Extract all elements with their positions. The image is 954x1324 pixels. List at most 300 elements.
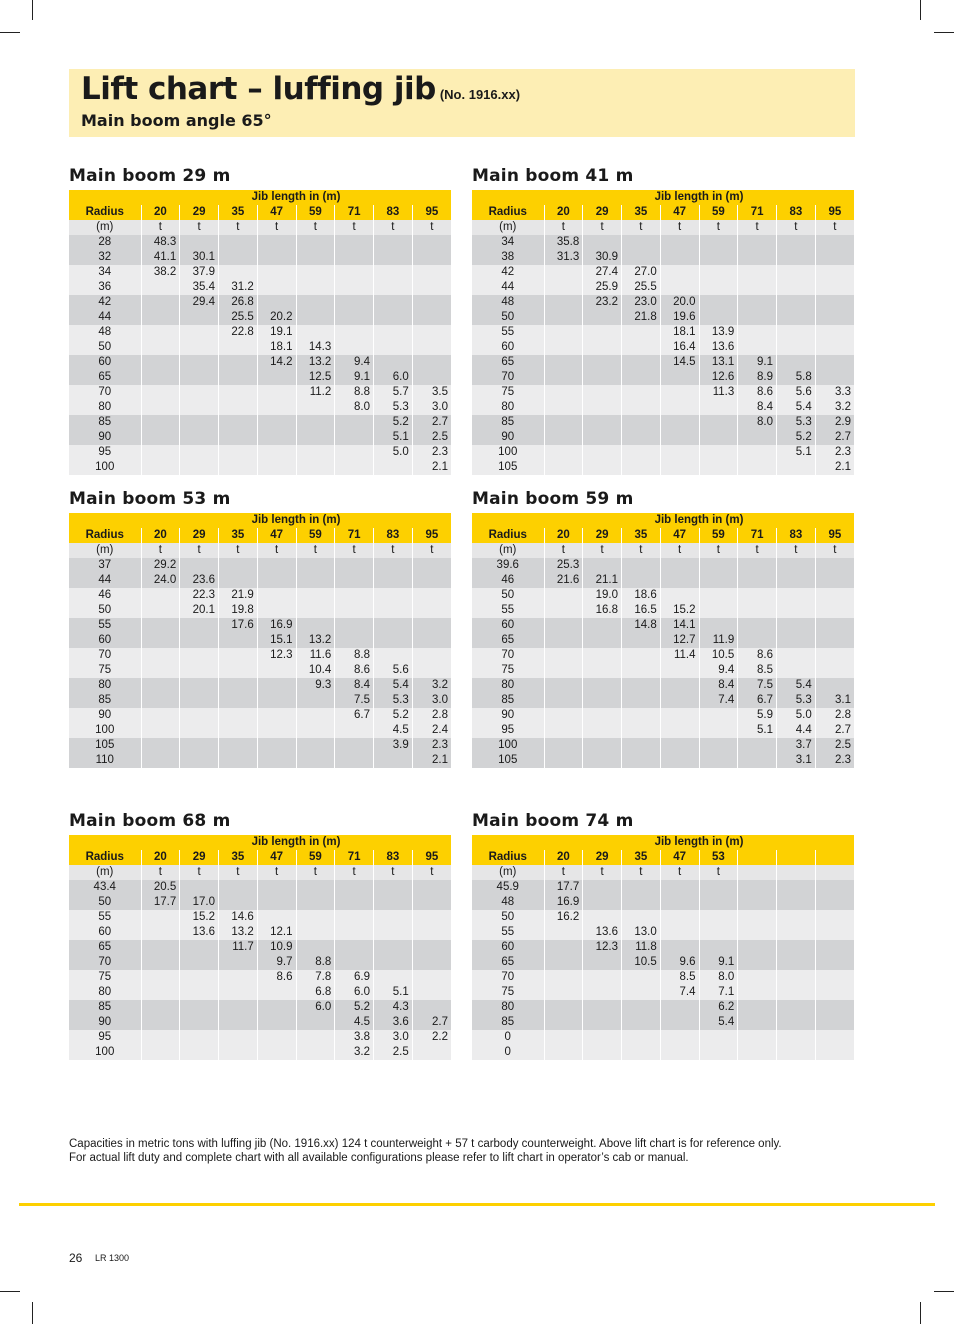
- capacity-cell: [180, 415, 219, 430]
- capacity-cell: [141, 1000, 180, 1015]
- capacity-cell: [738, 925, 777, 940]
- table-row: [69, 588, 451, 603]
- capacity-cell: 4.3: [374, 1000, 413, 1015]
- capacity-cell: [544, 753, 583, 768]
- table-row: [69, 280, 451, 295]
- capacity-unit: t: [374, 543, 413, 558]
- capacity-unit: t: [622, 865, 661, 880]
- capacity-cell: [815, 1000, 854, 1015]
- capacity-cell: 8.6: [738, 385, 777, 400]
- capacity-cell: 7.5: [335, 693, 374, 708]
- capacity-cell: 2.8: [815, 708, 854, 723]
- capacity-cell: [219, 460, 258, 475]
- radius-cell: 65: [69, 940, 141, 955]
- capacity-cell: 8.5: [738, 663, 777, 678]
- capacity-cell: [699, 880, 738, 895]
- capacity-cell: 29.2: [141, 558, 180, 573]
- lift-table: [69, 190, 451, 475]
- table-row: [472, 940, 854, 955]
- boom-angle-subtitle: Main boom angle 65°: [81, 111, 272, 130]
- table-row: [472, 663, 854, 678]
- capacity-cell: [622, 633, 661, 648]
- capacity-cell: [699, 430, 738, 445]
- radius-cell: 75: [69, 970, 141, 985]
- capacity-cell: [738, 573, 777, 588]
- table-row: [69, 355, 451, 370]
- capacity-cell: 21.1: [583, 573, 622, 588]
- capacity-cell: 30.1: [180, 250, 219, 265]
- radius-cell: 28: [69, 235, 141, 250]
- capacity-cell: [660, 723, 699, 738]
- capacity-cell: [583, 558, 622, 573]
- capacity-cell: [583, 1030, 622, 1045]
- capacity-cell: 35.8: [544, 235, 583, 250]
- capacity-cell: [335, 633, 374, 648]
- capacity-cell: [815, 880, 854, 895]
- capacity-cell: [660, 1000, 699, 1015]
- capacity-cell: 5.3: [374, 400, 413, 415]
- table-row: [69, 678, 451, 693]
- capacity-cell: 12.6: [699, 370, 738, 385]
- jib-length-header-cell: 35: [219, 205, 258, 220]
- radius-cell: 42: [69, 295, 141, 310]
- table-row: [472, 738, 854, 753]
- capacity-cell: 11.8: [622, 940, 661, 955]
- page-title: Lift chart – luffing jib (No. 1916.xx): [81, 71, 521, 107]
- header-spacer: [69, 835, 141, 850]
- jib-length-label: Jib length in (m): [141, 513, 451, 528]
- capacity-cell: [257, 280, 296, 295]
- capacity-cell: [412, 280, 451, 295]
- capacity-cell: 13.2: [219, 925, 258, 940]
- radius-cell: 32: [69, 250, 141, 265]
- table-row: [69, 385, 451, 400]
- capacity-cell: [335, 925, 374, 940]
- radius-cell: 75: [472, 385, 544, 400]
- jib-length-label: Jib length in (m): [141, 835, 451, 850]
- radius-cell: 50: [472, 910, 544, 925]
- capacity-cell: [141, 280, 180, 295]
- capacity-cell: [583, 1000, 622, 1015]
- capacity-cell: 14.8: [622, 618, 661, 633]
- capacity-cell: [777, 250, 816, 265]
- capacity-cell: [219, 1030, 258, 1045]
- capacity-cell: [374, 618, 413, 633]
- capacity-unit: t: [622, 543, 661, 558]
- capacity-cell: 14.1: [660, 618, 699, 633]
- block-title: Main boom 59 m: [472, 489, 634, 509]
- capacity-cell: [738, 430, 777, 445]
- radius-cell: 95: [69, 1030, 141, 1045]
- capacity-cell: [412, 1045, 451, 1060]
- capacity-cell: [622, 460, 661, 475]
- capacity-cell: 4.4: [777, 723, 816, 738]
- table-row: [69, 940, 451, 955]
- capacity-cell: [180, 753, 219, 768]
- radius-cell: 60: [69, 925, 141, 940]
- capacity-cell: [374, 955, 413, 970]
- capacity-cell: 2.8: [412, 708, 451, 723]
- capacity-cell: [335, 430, 374, 445]
- page-number: 26: [69, 1251, 83, 1265]
- capacity-cell: [544, 340, 583, 355]
- capacity-cell: [738, 633, 777, 648]
- radius-cell: 34: [69, 265, 141, 280]
- capacity-cell: 19.0: [583, 588, 622, 603]
- capacity-cell: 8.0: [699, 970, 738, 985]
- capacity-cell: [544, 1030, 583, 1045]
- table-row: [69, 603, 451, 618]
- capacity-cell: [660, 753, 699, 768]
- capacity-cell: [141, 925, 180, 940]
- capacity-cell: [257, 400, 296, 415]
- capacity-cell: [544, 400, 583, 415]
- radius-cell: 50: [472, 310, 544, 325]
- radius-cell: 105: [69, 738, 141, 753]
- table-row: [472, 925, 854, 940]
- capacity-cell: [583, 708, 622, 723]
- jib-length-label: Jib length in (m): [544, 513, 854, 528]
- capacity-unit: t: [815, 543, 854, 558]
- radius-cell: 85: [472, 693, 544, 708]
- radius-cell: 65: [69, 370, 141, 385]
- capacity-cell: 19.1: [257, 325, 296, 340]
- capacity-cell: 6.0: [296, 1000, 335, 1015]
- radius-cell: 55: [69, 910, 141, 925]
- capacity-cell: 6.9: [335, 970, 374, 985]
- capacity-cell: [660, 235, 699, 250]
- capacity-cell: [180, 955, 219, 970]
- capacity-cell: 16.9: [544, 895, 583, 910]
- capacity-cell: [141, 1030, 180, 1045]
- radius-cell: 48: [472, 295, 544, 310]
- radius-cell: 100: [69, 723, 141, 738]
- jib-length-header-cell: 47: [257, 850, 296, 865]
- capacity-cell: [738, 280, 777, 295]
- capacity-cell: [219, 370, 258, 385]
- radius-cell: 38: [472, 250, 544, 265]
- capacity-cell: [622, 880, 661, 895]
- capacity-cell: [141, 678, 180, 693]
- capacity-unit: t: [777, 543, 816, 558]
- capacity-cell: [583, 955, 622, 970]
- capacity-cell: [296, 325, 335, 340]
- capacity-cell: [544, 280, 583, 295]
- jib-length-header-cell: 59: [296, 528, 335, 543]
- capacity-cell: 8.6: [335, 663, 374, 678]
- jib-length-header-cell: 83: [777, 205, 816, 220]
- capacity-cell: 17.7: [141, 895, 180, 910]
- capacity-cell: [660, 1015, 699, 1030]
- capacity-cell: 11.7: [219, 940, 258, 955]
- capacity-cell: 9.1: [738, 355, 777, 370]
- capacity-cell: 4.5: [335, 1015, 374, 1030]
- capacity-cell: [777, 295, 816, 310]
- column-header-row: [69, 850, 451, 865]
- block-title: Main boom 74 m: [472, 811, 634, 831]
- capacity-cell: [335, 235, 374, 250]
- capacity-cell: [219, 1045, 258, 1060]
- capacity-cell: [699, 1030, 738, 1045]
- jib-length-header-cell: 59: [699, 205, 738, 220]
- capacity-cell: [777, 648, 816, 663]
- capacity-cell: [412, 370, 451, 385]
- capacity-cell: [738, 295, 777, 310]
- capacity-cell: [583, 693, 622, 708]
- capacity-cell: [622, 723, 661, 738]
- capacity-cell: [660, 693, 699, 708]
- capacity-cell: [699, 310, 738, 325]
- capacity-cell: [738, 738, 777, 753]
- capacity-cell: [141, 738, 180, 753]
- capacity-cell: 17.0: [180, 895, 219, 910]
- capacity-unit: t: [699, 220, 738, 235]
- capacity-cell: [815, 235, 854, 250]
- capacity-cell: [296, 603, 335, 618]
- capacity-cell: [738, 310, 777, 325]
- capacity-cell: 2.3: [815, 753, 854, 768]
- capacity-unit: t: [374, 865, 413, 880]
- capacity-cell: [622, 693, 661, 708]
- capacity-cell: [699, 738, 738, 753]
- capacity-cell: [777, 618, 816, 633]
- capacity-cell: 7.5: [738, 678, 777, 693]
- capacity-cell: [777, 910, 816, 925]
- jib-length-header-cell: [738, 850, 777, 865]
- capacity-cell: [622, 325, 661, 340]
- capacity-cell: [374, 340, 413, 355]
- radius-cell: 95: [472, 723, 544, 738]
- capacity-cell: [583, 633, 622, 648]
- capacity-cell: [583, 340, 622, 355]
- capacity-cell: 5.9: [738, 708, 777, 723]
- capacity-cell: 2.3: [412, 445, 451, 460]
- jib-length-header-cell: 71: [335, 528, 374, 543]
- jib-length-header-cell: 95: [412, 528, 451, 543]
- capacity-cell: [141, 940, 180, 955]
- capacity-unit: t: [180, 543, 219, 558]
- table-row: [69, 693, 451, 708]
- table-row: [472, 1015, 854, 1030]
- capacity-cell: [412, 970, 451, 985]
- capacity-cell: [699, 708, 738, 723]
- capacity-cell: [544, 370, 583, 385]
- capacity-cell: [141, 415, 180, 430]
- jib-length-header-cell: 29: [180, 205, 219, 220]
- capacity-cell: [738, 265, 777, 280]
- capacity-cell: [335, 738, 374, 753]
- footnote-line: Capacities in metric tons with luffing jib (No. 1916.xx) 124 t counterweight + 57 t carbody counterweight. Above lift chart is for reference only.: [69, 1138, 782, 1150]
- capacity-cell: 16.4: [660, 340, 699, 355]
- capacity-cell: [699, 618, 738, 633]
- capacity-cell: [141, 708, 180, 723]
- radius-cell: 80: [69, 985, 141, 1000]
- capacity-cell: [374, 295, 413, 310]
- capacity-cell: [141, 1015, 180, 1030]
- capacity-cell: [777, 1030, 816, 1045]
- radius-cell: 70: [69, 648, 141, 663]
- capacity-cell: [257, 588, 296, 603]
- capacity-cell: [412, 663, 451, 678]
- capacity-cell: [777, 355, 816, 370]
- capacity-cell: [622, 738, 661, 753]
- capacity-cell: [777, 558, 816, 573]
- table-row: [69, 265, 451, 280]
- capacity-cell: [219, 1000, 258, 1015]
- capacity-cell: 25.5: [219, 310, 258, 325]
- capacity-cell: 13.6: [583, 925, 622, 940]
- capacity-cell: [777, 325, 816, 340]
- capacity-cell: [141, 340, 180, 355]
- radius-cell: 44: [472, 280, 544, 295]
- capacity-cell: [544, 588, 583, 603]
- capacity-cell: [777, 663, 816, 678]
- capacity-cell: [257, 678, 296, 693]
- capacity-cell: [544, 925, 583, 940]
- capacity-cell: 20.0: [660, 295, 699, 310]
- capacity-unit: t: [141, 543, 180, 558]
- capacity-cell: [815, 280, 854, 295]
- capacity-cell: [815, 940, 854, 955]
- capacity-cell: [374, 970, 413, 985]
- capacity-cell: 20.5: [141, 880, 180, 895]
- capacity-cell: [180, 1045, 219, 1060]
- capacity-unit: t: [583, 220, 622, 235]
- capacity-cell: [815, 573, 854, 588]
- capacity-cell: 3.7: [777, 738, 816, 753]
- jib-length-header-cell: 29: [583, 850, 622, 865]
- capacity-cell: [815, 340, 854, 355]
- capacity-cell: [141, 663, 180, 678]
- capacity-cell: [738, 558, 777, 573]
- capacity-cell: [815, 603, 854, 618]
- capacity-cell: [257, 985, 296, 1000]
- capacity-cell: [777, 1015, 816, 1030]
- capacity-unit: t: [296, 543, 335, 558]
- jib-length-header-cell: 20: [141, 850, 180, 865]
- capacity-cell: [815, 250, 854, 265]
- capacity-cell: [622, 910, 661, 925]
- capacity-cell: 16.5: [622, 603, 661, 618]
- capacity-cell: 3.9: [374, 738, 413, 753]
- capacity-cell: [738, 910, 777, 925]
- crop-mark: [32, 1302, 33, 1324]
- jib-length-header-cell: 35: [622, 528, 661, 543]
- capacity-cell: [583, 663, 622, 678]
- capacity-cell: [699, 1045, 738, 1060]
- radius-cell: 45.9: [472, 880, 544, 895]
- capacity-cell: [544, 310, 583, 325]
- capacity-cell: [219, 753, 258, 768]
- jib-length-header-cell: 47: [660, 528, 699, 543]
- capacity-cell: [738, 603, 777, 618]
- capacity-cell: [660, 895, 699, 910]
- capacity-cell: 5.3: [777, 693, 816, 708]
- capacity-cell: [257, 880, 296, 895]
- lift-table: [69, 513, 451, 768]
- capacity-cell: [335, 955, 374, 970]
- capacity-cell: [141, 753, 180, 768]
- radius-cell: 100: [472, 738, 544, 753]
- capacity-cell: [815, 1015, 854, 1030]
- capacity-cell: 5.6: [374, 663, 413, 678]
- capacity-cell: [257, 385, 296, 400]
- capacity-cell: 5.1: [374, 430, 413, 445]
- capacity-cell: [296, 925, 335, 940]
- capacity-cell: [622, 970, 661, 985]
- capacity-cell: 5.4: [777, 400, 816, 415]
- radius-cell: 100: [69, 460, 141, 475]
- capacity-cell: [583, 880, 622, 895]
- capacity-cell: 6.8: [296, 985, 335, 1000]
- capacity-cell: 5.4: [374, 678, 413, 693]
- capacity-cell: 8.4: [335, 678, 374, 693]
- jib-length-header: [472, 835, 854, 850]
- radius-cell: 85: [69, 693, 141, 708]
- capacity-cell: 2.1: [412, 753, 451, 768]
- table-row: [472, 708, 854, 723]
- capacity-cell: [219, 723, 258, 738]
- capacity-cell: [815, 295, 854, 310]
- capacity-cell: [544, 708, 583, 723]
- capacity-unit: t: [622, 220, 661, 235]
- table-row: [69, 970, 451, 985]
- jib-length-header-cell: 47: [660, 850, 699, 865]
- capacity-cell: 5.3: [374, 693, 413, 708]
- table-row: [472, 588, 854, 603]
- capacity-cell: 9.3: [296, 678, 335, 693]
- capacity-cell: [583, 738, 622, 753]
- footnote-line: For actual lift duty and complete chart with all available configurations please refer to lift chart in operator’s cab or manual.: [69, 1152, 689, 1164]
- title-banner: [69, 69, 855, 137]
- capacity-cell: [622, 385, 661, 400]
- jib-length-header-cell: 35: [622, 850, 661, 865]
- capacity-cell: [583, 235, 622, 250]
- column-header-row: [472, 850, 854, 865]
- capacity-cell: 12.5: [296, 370, 335, 385]
- radius-cell: 105: [472, 753, 544, 768]
- capacity-cell: [180, 445, 219, 460]
- capacity-cell: [335, 460, 374, 475]
- radius-cell: 70: [472, 970, 544, 985]
- capacity-cell: [815, 910, 854, 925]
- capacity-unit: t: [296, 220, 335, 235]
- radius-cell: 85: [69, 1000, 141, 1015]
- radius-cell: 43.4: [69, 880, 141, 895]
- capacity-unit: t: [296, 865, 335, 880]
- radius-header: Radius: [69, 528, 141, 543]
- capacity-cell: [374, 355, 413, 370]
- capacity-cell: [296, 693, 335, 708]
- capacity-cell: 16.8: [583, 603, 622, 618]
- capacity-cell: [257, 910, 296, 925]
- capacity-cell: [699, 753, 738, 768]
- capacity-cell: 10.9: [257, 940, 296, 955]
- table-row: [69, 985, 451, 1000]
- capacity-cell: [660, 280, 699, 295]
- capacity-cell: [660, 1045, 699, 1060]
- radius-cell: 36: [69, 280, 141, 295]
- capacity-cell: [738, 1045, 777, 1060]
- table-row: [69, 648, 451, 663]
- capacity-cell: [296, 723, 335, 738]
- radius-cell: 70: [69, 385, 141, 400]
- capacity-unit: t: [660, 220, 699, 235]
- capacity-cell: 6.0: [335, 985, 374, 1000]
- table-row: [69, 925, 451, 940]
- capacity-cell: [583, 723, 622, 738]
- capacity-cell: [777, 235, 816, 250]
